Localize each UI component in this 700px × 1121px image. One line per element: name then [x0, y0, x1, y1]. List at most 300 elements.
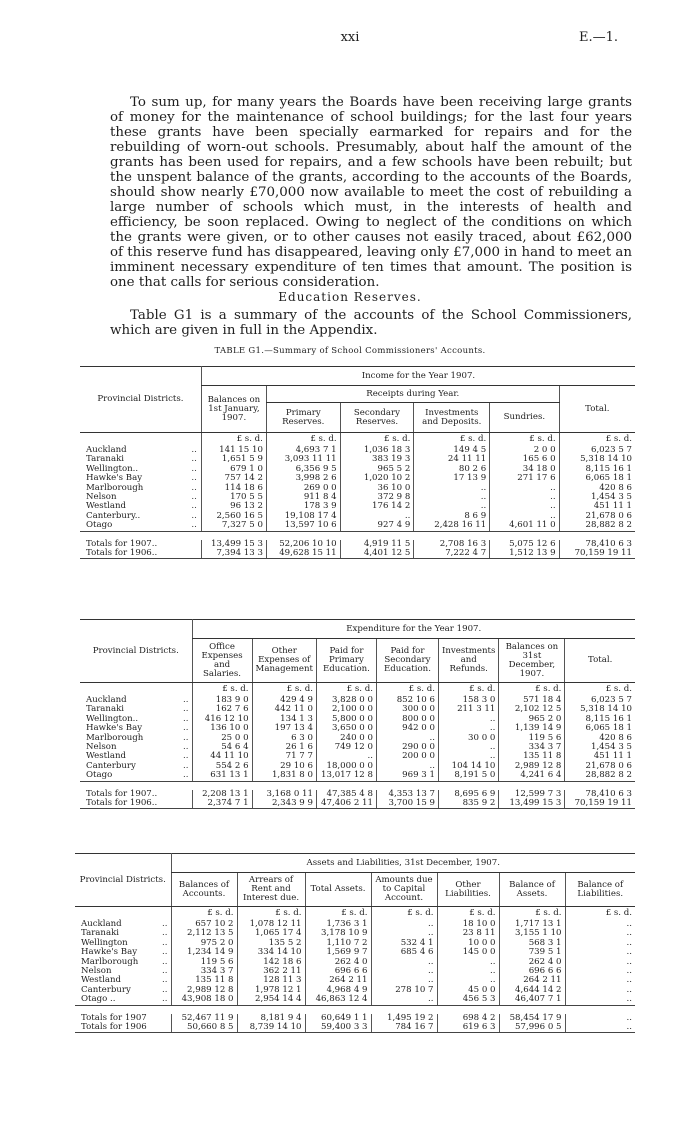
table-cell: .. — [376, 762, 438, 771]
unit-label: £ s. d. — [565, 683, 635, 697]
table-cell: 3,650 0 0 — [316, 724, 376, 733]
table-cell: .. — [371, 995, 437, 1005]
col-header-secondary: Secondary Reserves. — [340, 403, 414, 433]
table-cell: 456 5 3 — [437, 995, 499, 1005]
col-header-primary: Primary Reserves. — [266, 403, 340, 433]
table-cell: 262 4 0 — [499, 958, 565, 967]
table-cell: 200 0 0 — [376, 752, 438, 761]
table-cell: 4,601 11 0 — [490, 521, 559, 531]
leader-dots: .. — [183, 760, 189, 771]
table-cell: 34 18 0 — [490, 465, 559, 474]
table-cell: .. — [437, 976, 499, 985]
col-header-total: Total. — [559, 386, 635, 433]
table-cell: 4,644 14 2 — [499, 986, 565, 995]
table-cell: 1,569 9 7 — [305, 948, 371, 957]
table-cell: 28,882 8 2 — [559, 521, 635, 531]
assets-super-title: Assets and Liabilities, 31st December, 1907. — [171, 854, 635, 873]
table-cell: 240 0 0 — [316, 734, 376, 743]
table-cell: 12,599 7 3 — [499, 790, 565, 799]
table-cell: 334 3 7 — [171, 967, 237, 976]
table-cell: 50,660 8 5 — [171, 1023, 237, 1033]
district-name: Hawke's Bay — [86, 473, 143, 484]
col-header-total: Total. — [565, 639, 635, 683]
table-cell: 119 5 6 — [171, 958, 237, 967]
table-cell: 46,407 7 1 — [499, 995, 565, 1005]
district-name: Auckland — [86, 695, 127, 705]
table-cell: 757 14 2 — [201, 474, 266, 483]
table-cell: 835 9 2 — [438, 799, 498, 809]
col-header-district: Provincial Districts. — [80, 620, 192, 683]
table-cell: .. — [565, 948, 635, 957]
table-cell: 2,374 7 1 — [192, 799, 252, 809]
district-name: Nelson — [86, 492, 117, 503]
table-cell: 4,919 11 5 — [340, 540, 414, 549]
district-name: Hawke's Bay — [86, 723, 143, 734]
table-cell: 429 4 9 — [252, 696, 316, 705]
unit-label: £ s. d. — [340, 433, 414, 447]
table-cell: 119 5 6 — [499, 734, 565, 743]
table-cell: .. — [371, 920, 437, 929]
table-cell: 8,181 9 4 — [237, 1014, 305, 1023]
table-cell: 969 3 1 — [376, 771, 438, 781]
table-cell: .. — [371, 976, 437, 985]
col-header-investments: Investments and Refunds. — [438, 639, 498, 683]
table-cell: 2,428 16 11 — [414, 521, 490, 531]
table-cell: 264 2 11 — [305, 976, 371, 985]
district-name: Taranaki — [86, 704, 125, 715]
district-name: Canterbury — [86, 760, 136, 771]
table-cell: 13,597 10 6 — [266, 521, 340, 531]
table-cell: 6,065 18 1 — [565, 724, 635, 733]
table-cell: 178 3 9 — [266, 502, 340, 511]
table-cell: 5,075 12 6 — [490, 540, 559, 549]
table-cell: 1,110 7 2 — [305, 939, 371, 948]
table-cell: .. — [437, 967, 499, 976]
units-spacer — [80, 433, 201, 447]
table-cell: 19,108 17 4 — [266, 512, 340, 521]
table-cell: 28,882 8 2 — [565, 771, 635, 781]
summary-paragraph: To sum up, for many years the Boards have been receiving large grants of money for the maintenance of school buildings; for the last four years these grants have been specially earmarked for repairs and for the rebuilding of worn-out schools. Presumably, about half the amount of the grants has been used for repairs, and a few schools have been rebuilt; but the unspent balance of the grants, according to the accounts of the Boards, should show nearly £70,000 now available to meet the cost of rebuilding a large number of schools which must, in the interests of health and efficiency, be soon replaced. Owing to neglect of the conditions on which the grants were given, or to other causes not easily traced, about £62,000 of this reserve fund has disappeared, leaving only £7,000 in hand to meet an imminent necessary expenditure of ten times that amount. The position is one that calls for serious consideration. — [110, 95, 633, 290]
table-cell: 17 13 9 — [414, 474, 490, 483]
income-super-title: Income for the Year 1907. — [201, 367, 635, 386]
table-cell: 532 4 1 — [371, 939, 437, 948]
table-cell: 657 10 2 — [171, 920, 237, 929]
income-table — [80, 366, 635, 559]
table-cell: 800 0 0 — [376, 715, 438, 724]
table-cell: .. — [490, 484, 559, 493]
table-cell: 134 1 3 — [252, 715, 316, 724]
leader-dots: .. — [183, 704, 189, 715]
units-row — [80, 433, 635, 447]
table-cell: 6,023 5 7 — [565, 696, 635, 705]
table-cell: 3,093 11 11 — [266, 455, 340, 464]
leader-dots: .. — [191, 482, 197, 493]
table-cell: 71 7 7 — [252, 752, 316, 761]
leader-dots: .. — [191, 454, 197, 465]
col-header-district: Provincial Districts. — [75, 854, 171, 907]
table-cell: 2,989 12 8 — [171, 986, 237, 995]
table-cell: 362 2 11 — [237, 967, 305, 976]
leader-dots: .. — [162, 919, 168, 929]
table-cell: 47,385 4 8 — [316, 790, 376, 799]
table-cell: .. — [438, 743, 498, 752]
table-cell: 57,996 0 5 — [499, 1023, 565, 1033]
table-cell: 158 3 0 — [438, 696, 498, 705]
table-cell: 262 4 0 — [305, 958, 371, 967]
district-name: Hawke's Bay — [81, 947, 138, 958]
unit-label: £ s. d. — [499, 683, 565, 697]
table-cell: 1,717 13 1 — [499, 920, 565, 929]
table-cell: .. — [438, 715, 498, 724]
table-cell: 3,700 15 9 — [376, 799, 438, 809]
district-name: Nelson — [86, 742, 117, 753]
unit-label: £ s. d. — [201, 433, 266, 447]
leader-dots: .. — [191, 463, 197, 474]
table-cell: 4,693 7 1 — [266, 446, 340, 455]
table-cell: .. — [565, 1014, 635, 1023]
table-cell: 36 10 0 — [340, 484, 414, 493]
table-cell: 141 15 10 — [201, 446, 266, 455]
table-cell: 114 18 6 — [201, 484, 266, 493]
table-cell: 162 7 6 — [192, 705, 252, 714]
table-cell: 176 14 2 — [340, 502, 414, 511]
table-cell: 8,695 6 9 — [438, 790, 498, 799]
table-cell: 43,908 18 0 — [171, 995, 237, 1005]
table-cell: .. — [414, 493, 490, 502]
table-cell: 128 11 3 — [237, 976, 305, 985]
table-cell: 142 18 6 — [237, 958, 305, 967]
assets-table — [75, 853, 635, 1033]
district-name: Auckland — [86, 445, 127, 455]
table-cell: 965 2 0 — [499, 715, 565, 724]
table-cell: 2,102 12 5 — [499, 705, 565, 714]
table-cell: 59,400 3 3 — [305, 1023, 371, 1033]
district-name: Wellington — [81, 937, 128, 948]
receipts-title: Receipts during Year. — [266, 386, 559, 403]
table-cell: 23 8 11 — [437, 929, 499, 938]
table-cell: 334 14 10 — [237, 948, 305, 957]
table-cell: 54 6 4 — [192, 743, 252, 752]
table-cell: .. — [565, 976, 635, 985]
table-cell: 21,678 0 6 — [559, 512, 635, 521]
table-cell: 2,343 9 9 — [252, 799, 316, 809]
table-cell: 25 0 0 — [192, 734, 252, 743]
district-name: Otago .. — [75, 995, 159, 1005]
table-cell: 1,831 8 0 — [252, 771, 316, 781]
table-cell: 6,356 9 5 — [266, 465, 340, 474]
table-row — [80, 771, 635, 781]
table-cell: .. — [340, 512, 414, 521]
unit-label: £ s. d. — [266, 433, 340, 447]
table-cell: 420 8 6 — [559, 484, 635, 493]
table-cell: 135 11 8 — [171, 976, 237, 985]
table-cell: 58,454 17 9 — [499, 1014, 565, 1023]
table-cell: 942 0 0 — [376, 724, 438, 733]
table-cell: 1,651 5 9 — [201, 455, 266, 464]
district-name: Otago — [80, 771, 180, 781]
unit-label: £ s. d. — [252, 683, 316, 697]
table-cell: 197 13 4 — [252, 724, 316, 733]
unit-label: £ s. d. — [376, 683, 438, 697]
col-header-balance-assets: Balance of Assets. — [499, 873, 565, 907]
table-cell: 104 14 10 — [438, 762, 498, 771]
unit-label: £ s. d. — [565, 907, 635, 921]
table-cell: 5,800 0 0 — [316, 715, 376, 724]
table-cell: 696 6 6 — [305, 967, 371, 976]
totals-label: Totals for 1907.. — [86, 538, 158, 549]
table-cell: .. — [438, 752, 498, 761]
district-name: Taranaki — [86, 454, 125, 465]
table-cell: 8 6 9 — [414, 512, 490, 521]
table-cell: 8,115 16 1 — [559, 465, 635, 474]
page-number: xxi — [340, 30, 360, 45]
unit-label: £ s. d. — [305, 907, 371, 921]
income-table-body — [80, 433, 635, 559]
table-cell: 451 11 1 — [565, 752, 635, 761]
district-name: Marlborough — [81, 956, 139, 967]
table-cell: 26 1 6 — [252, 743, 316, 752]
table-cell: 334 3 7 — [499, 743, 565, 752]
table-caption: TABLE G1.—Summary of School Commissioners' Accounts. — [214, 346, 486, 356]
table-cell: .. — [490, 493, 559, 502]
totals-row — [80, 799, 635, 809]
leader-dots: .. — [162, 984, 168, 995]
unit-label: £ s. d. — [499, 907, 565, 921]
units-spacer — [80, 683, 192, 697]
leader-dots: .. — [188, 521, 201, 531]
table-cell: 46,863 12 4 — [305, 995, 371, 1005]
units-spacer — [75, 907, 171, 921]
leader-dots: .. — [191, 510, 197, 521]
district-name: Westland — [81, 975, 121, 986]
expenditure-table-body — [80, 683, 635, 809]
table-cell: 13,017 12 8 — [316, 771, 376, 781]
district-name: Marlborough — [86, 732, 144, 743]
table-cell: 24 11 11 — [414, 455, 490, 464]
table-cell: .. — [437, 958, 499, 967]
table-cell: 44 11 10 — [192, 752, 252, 761]
table-cell: 165 6 0 — [490, 455, 559, 464]
section-heading: Education Reserves. — [278, 290, 422, 304]
unit-label: £ s. d. — [559, 433, 635, 447]
table-cell: 269 0 0 — [266, 484, 340, 493]
col-header-office: Office Expenses and Salaries. — [192, 639, 252, 683]
table-cell: 1,736 3 1 — [305, 920, 371, 929]
table-cell: .. — [565, 986, 635, 995]
col-header-other: Other Expenses of Management — [252, 639, 316, 683]
units-row — [80, 683, 635, 697]
table-cell: 149 4 5 — [414, 446, 490, 455]
table-cell: 29 10 6 — [252, 762, 316, 771]
leader-dots: .. — [162, 956, 168, 967]
leader-dots: .. — [183, 742, 189, 753]
col-header-balances: Balances of Accounts. — [171, 873, 237, 907]
table-cell: 571 18 4 — [499, 696, 565, 705]
table-cell: 1,454 3 5 — [559, 493, 635, 502]
table-cell: 2,708 16 3 — [414, 540, 490, 549]
table-cell: .. — [565, 958, 635, 967]
leader-dots: .. — [191, 445, 197, 455]
table-cell: .. — [565, 920, 635, 929]
table-cell: 18 10 0 — [437, 920, 499, 929]
table-cell: 784 16 7 — [371, 1023, 437, 1033]
leader-dots: .. — [159, 995, 171, 1005]
table-cell: 554 2 6 — [192, 762, 252, 771]
table-cell: 21,678 0 6 — [565, 762, 635, 771]
district-name: Taranaki — [81, 928, 120, 939]
col-header-balances: Balances on 31st December, 1907. — [499, 639, 565, 683]
table-cell: .. — [414, 502, 490, 511]
table-cell: 3,178 10 9 — [305, 929, 371, 938]
unit-label: £ s. d. — [414, 433, 490, 447]
table-intro-paragraph: Table G1 is a summary of the accounts of the School Commissioners, which are given in full in the Appendix. — [110, 308, 632, 338]
table-cell: 2,208 13 1 — [192, 790, 252, 799]
table-cell: 78,410 6 3 — [559, 540, 635, 549]
table-cell: 1,454 3 5 — [565, 743, 635, 752]
assets-table-body — [75, 907, 635, 1033]
totals-row — [80, 549, 635, 559]
table-cell: .. — [438, 724, 498, 733]
leader-dots: .. — [162, 937, 168, 948]
table-cell: 975 2 0 — [171, 939, 237, 948]
unit-label: £ s. d. — [237, 907, 305, 921]
table-cell: 5,318 14 10 — [559, 455, 635, 464]
table-cell: 4,353 13 7 — [376, 790, 438, 799]
table-cell: .. — [565, 929, 635, 938]
leader-dots: .. — [191, 501, 197, 512]
table-row — [75, 995, 635, 1005]
district-name: Auckland — [81, 919, 122, 929]
unit-label: £ s. d. — [371, 907, 437, 921]
leader-dots: .. — [183, 723, 189, 734]
col-header-balances: Balances on 1st January, 1907. — [201, 386, 266, 433]
leader-dots: .. — [183, 732, 189, 743]
table-cell: 749 12 0 — [316, 743, 376, 752]
table-row — [80, 521, 635, 531]
table-cell: 911 8 4 — [266, 493, 340, 502]
table-cell: 2,989 12 8 — [499, 762, 565, 771]
table-cell: 372 9 8 — [340, 493, 414, 502]
leader-dots: .. — [183, 751, 189, 762]
table-cell: 2,100 0 0 — [316, 705, 376, 714]
table-cell: 2,112 13 5 — [171, 929, 237, 938]
table-cell: 49,628 15 11 — [266, 549, 340, 559]
unit-label: £ s. d. — [490, 433, 559, 447]
unit-label: £ s. d. — [192, 683, 252, 697]
table-cell: 1,065 17 4 — [237, 929, 305, 938]
table-cell: 568 3 1 — [499, 939, 565, 948]
table-cell: 4,968 4 9 — [305, 986, 371, 995]
totals-row — [75, 1023, 635, 1033]
col-header-arrears: Arrears of Rent and Interest due. — [237, 873, 305, 907]
district-name: Marlborough — [86, 482, 144, 493]
page-header — [0, 30, 700, 50]
table-cell: 78,410 6 3 — [565, 790, 635, 799]
leader-dots: .. — [191, 473, 197, 484]
table-cell: 7,394 13 3 — [201, 549, 266, 559]
table-cell: 420 8 6 — [565, 734, 635, 743]
table-cell: 8,115 16 1 — [565, 715, 635, 724]
table-cell: 739 5 1 — [499, 948, 565, 957]
table-cell: 170 5 5 — [201, 493, 266, 502]
table-cell: 290 0 0 — [376, 743, 438, 752]
table-cell: 5,318 14 10 — [565, 705, 635, 714]
table-cell: 183 9 0 — [192, 696, 252, 705]
col-header-district: Provincial Districts. — [80, 367, 201, 433]
leader-dots: .. — [183, 695, 189, 705]
table-cell: 1,078 12 11 — [237, 920, 305, 929]
table-cell: 6,065 18 1 — [559, 474, 635, 483]
table-cell: 442 11 0 — [252, 705, 316, 714]
table-cell: .. — [376, 734, 438, 743]
table-cell: 96 13 2 — [201, 502, 266, 511]
table-cell: .. — [316, 752, 376, 761]
table-cell: 1,139 14 9 — [499, 724, 565, 733]
leader-dots: .. — [183, 713, 189, 724]
district-name: Otago — [80, 521, 188, 531]
table-cell: 135 11 8 — [499, 752, 565, 761]
table-cell: 1,495 19 2 — [371, 1014, 437, 1023]
table-cell: 696 6 6 — [499, 967, 565, 976]
table-cell: .. — [371, 967, 437, 976]
table-cell: 52,206 10 10 — [266, 540, 340, 549]
table-cell: .. — [371, 958, 437, 967]
district-name: Canterbury.. — [86, 510, 141, 521]
col-header-primary: Paid for Primary Education. — [316, 639, 376, 683]
table-cell: 852 10 6 — [376, 696, 438, 705]
table-cell: 7,327 5 0 — [201, 521, 266, 531]
table-cell: .. — [371, 929, 437, 938]
table-cell: 70,159 19 11 — [559, 549, 635, 559]
table-cell: 8,739 14 10 — [237, 1023, 305, 1033]
district-name: Westland — [86, 501, 126, 512]
totals-label: Totals for 1906.. — [80, 549, 201, 559]
table-cell: 145 0 0 — [437, 948, 499, 957]
units-row — [75, 907, 635, 921]
table-cell: 6,023 5 7 — [559, 446, 635, 455]
district-name: Wellington.. — [86, 713, 139, 724]
table-cell: .. — [414, 484, 490, 493]
district-name: Westland — [86, 751, 126, 762]
table-cell: 1,036 18 3 — [340, 446, 414, 455]
table-cell: 4,241 6 4 — [499, 771, 565, 781]
table-cell: 965 5 2 — [340, 465, 414, 474]
table-cell: 47,406 2 11 — [316, 799, 376, 809]
leader-dots: .. — [191, 492, 197, 503]
leader-dots: .. — [162, 928, 168, 939]
table-cell: 685 4 6 — [371, 948, 437, 957]
totals-label: Totals for 1906.. — [80, 799, 192, 809]
district-name: Canterbury — [81, 984, 131, 995]
col-header-capital: Amounts due to Capital Account. — [371, 873, 437, 907]
unit-label: £ s. d. — [438, 683, 498, 697]
totals-label: Totals for 1906 — [75, 1023, 171, 1033]
table-cell: 698 4 2 — [437, 1014, 499, 1023]
table-cell: .. — [565, 967, 635, 976]
table-cell: 1,234 14 9 — [171, 948, 237, 957]
table-cell: 383 19 3 — [340, 455, 414, 464]
col-header-secondary: Paid for Secondary Education. — [376, 639, 438, 683]
unit-label: £ s. d. — [171, 907, 237, 921]
expenditure-super-title: Expenditure for the Year 1907. — [192, 620, 635, 639]
table-cell: 451 11 1 — [559, 502, 635, 511]
table-cell: 80 2 6 — [414, 465, 490, 474]
col-header-investments: Investments and Deposits. — [414, 403, 490, 433]
table-cell: 70,159 19 11 — [565, 799, 635, 809]
col-header-balance-liabilities: Balance of Liabilities. — [565, 873, 635, 907]
table-cell: .. — [490, 512, 559, 521]
table-cell: 3,998 2 6 — [266, 474, 340, 483]
